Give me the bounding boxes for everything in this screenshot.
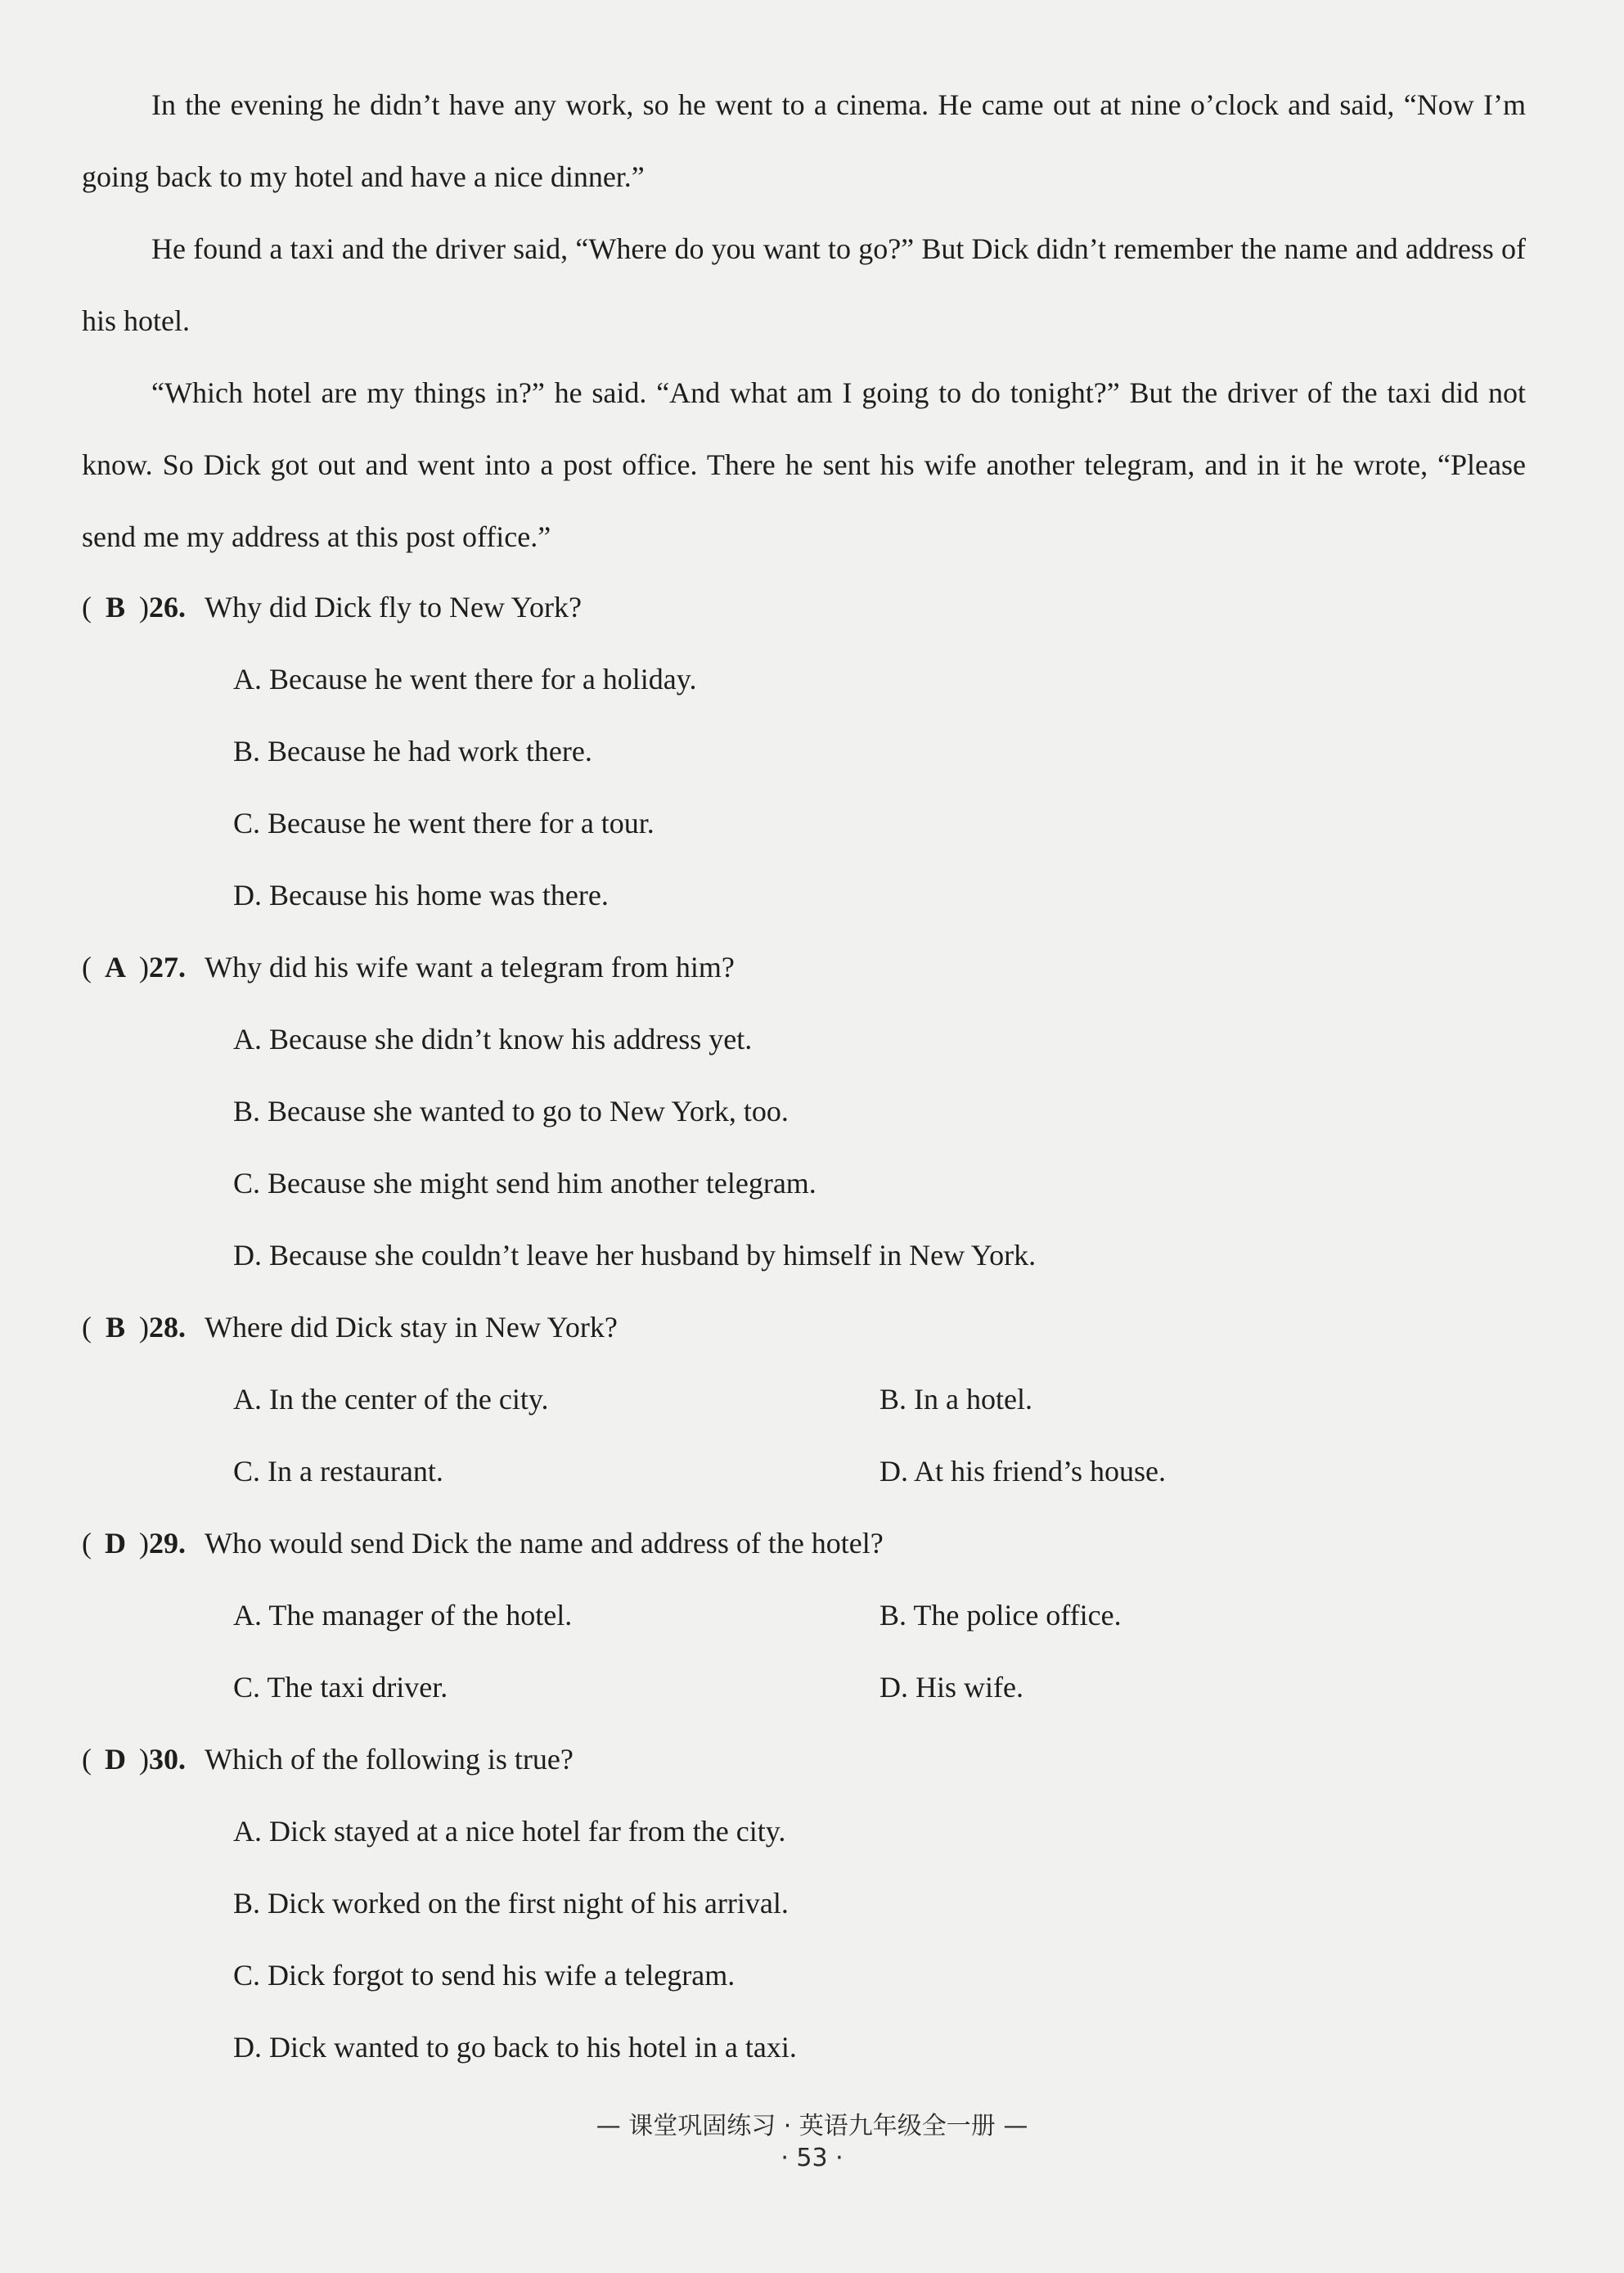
option-c: C. Because he went there for a tour. (233, 807, 655, 839)
option-d: D. At his friend’s house. (879, 1455, 1166, 1488)
question-26 (82, 589, 582, 625)
question-30 (82, 1741, 574, 1777)
question-text: Why did his wife want a telegram from him? (205, 951, 735, 983)
option-b: B. Because he had work there. (233, 735, 592, 767)
question-27 (82, 949, 735, 985)
option-d: D. His wife. (879, 1671, 1023, 1704)
option-b: B. Because she wanted to go to New York, too. (233, 1095, 789, 1127)
option-c: C. Because she might send him another telegram. (233, 1167, 816, 1200)
passage-paragraph-1: In the evening he didn’t have any work, so he went to a cinema. He came out at nine o’clock and said, “Now I’m going back to my hotel and have a nice dinner.” (82, 88, 1526, 193)
option-d: D. Because she couldn’t leave her husband by himself in New York. (233, 1239, 1037, 1272)
question-28 (82, 1309, 618, 1345)
option-c: C. In a restaurant. (233, 1455, 443, 1488)
passage-paragraph-3: “Which hotel are my things in?” he said. “And what am I going to do tonight?” But the driver of the taxi did not know. So Dick got out and went into a post office. There he sent his wife another telegram, and in it he wrote, “Please send me my address at this post office.” (82, 376, 1526, 553)
option-a: A. The manager of the hotel. (233, 1599, 573, 1632)
question-text: Where did Dick stay in New York? (205, 1311, 618, 1344)
answer-bracket: ( A )27. (82, 951, 186, 983)
option-a: A. In the center of the city. (233, 1383, 549, 1416)
question-text: Who would send Dick the name and address of the hotel? (205, 1527, 884, 1560)
answer-bracket: ( B )26. (82, 591, 186, 623)
question-text: Why did Dick fly to New York? (205, 591, 582, 623)
answer-bracket: ( D )29. (82, 1527, 186, 1560)
footer-title: — 课堂巩固练习 · 英语九年级全一册 — (596, 2112, 1028, 2140)
question-29 (82, 1525, 884, 1561)
option-d: D. Because his home was there. (233, 879, 609, 911)
option-b: B. Dick worked on the first night of his arrival. (233, 1887, 789, 1920)
page-number: · 53 · (781, 2144, 843, 2172)
question-text: Which of the following is true? (205, 1743, 574, 1776)
answer-bracket: ( D )30. (82, 1743, 186, 1776)
answer-bracket: ( B )28. (82, 1311, 186, 1344)
option-a: A. Dick stayed at a nice hotel far from the city. (233, 1815, 786, 1848)
passage-paragraph-2: He found a taxi and the driver said, “Where do you want to go?” But Dick didn’t remember the name and address of his hotel. (82, 232, 1526, 337)
option-c: C. Dick forgot to send his wife a telegram. (233, 1959, 736, 1992)
option-d: D. Dick wanted to go back to his hotel in a taxi. (233, 2031, 797, 2064)
option-a: A. Because he went there for a holiday. (233, 663, 697, 695)
option-c: C. The taxi driver. (233, 1671, 448, 1704)
option-a: A. Because she didn’t know his address yet. (233, 1023, 753, 1055)
option-b: B. The police office. (879, 1599, 1122, 1632)
option-b: B. In a hotel. (879, 1383, 1032, 1416)
